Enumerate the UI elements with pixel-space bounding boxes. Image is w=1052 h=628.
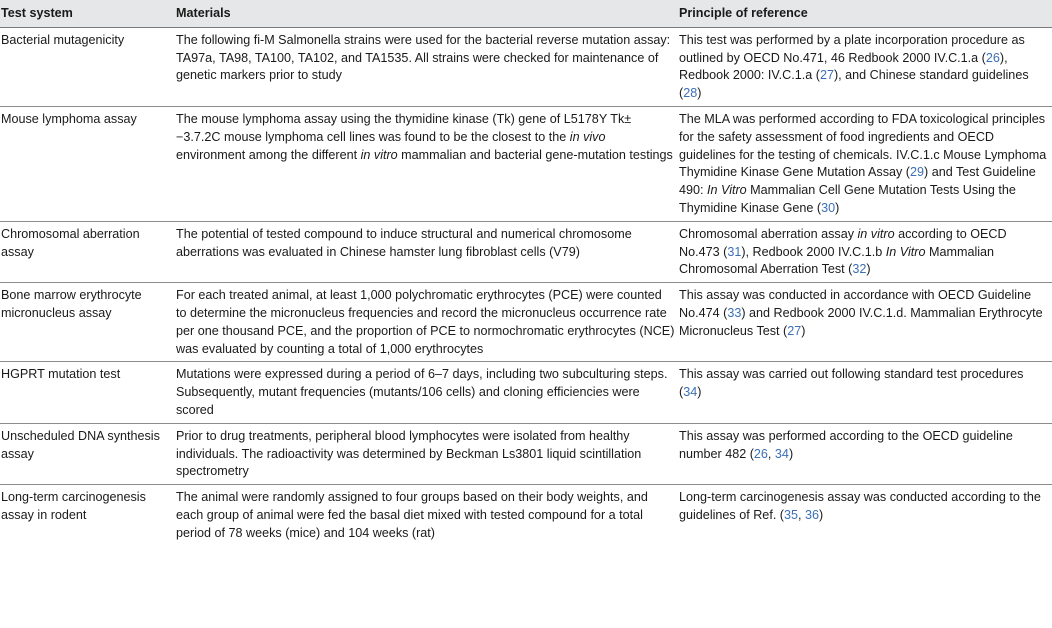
table-row xyxy=(0,283,1052,362)
header-row xyxy=(0,0,1052,27)
text-segment: The potential of tested compound to induce structural and numerical chromosome aberrations was evaluated in Chinese hamster lung fibroblast cells (V79) xyxy=(176,226,632,259)
italic-text: in vivo xyxy=(569,129,606,144)
text-segment: Prior to drug treatments, peripheral blood lymphocytes were isolated from healthy individuals. The radioactivity was determined by Beckman Ls3801 liquid scintillation spectrometry xyxy=(176,428,642,479)
reference-link[interactable]: 35 xyxy=(784,507,799,522)
reference-link[interactable]: 27 xyxy=(787,323,802,338)
cell-principle xyxy=(679,362,1052,423)
table-row xyxy=(0,221,1052,282)
cell-test-system: Mouse lymphoma assay xyxy=(0,106,176,221)
cell-materials xyxy=(176,423,679,484)
text-segment: ) xyxy=(788,446,794,461)
reference-link[interactable]: 34 xyxy=(774,446,789,461)
text-segment: This assay was conducted in accordance with OECD Guideline No.474 ( xyxy=(679,288,1032,320)
header-test-system: Test system xyxy=(0,0,176,27)
text-segment: environment among the different xyxy=(176,147,361,162)
reference-link[interactable]: 30 xyxy=(821,200,836,215)
table-row xyxy=(0,106,1052,221)
text-segment: For each treated animal, at least 1,000 polychromatic erythrocytes (PCE) were counted to determine the micronucleus frequencies and record the micronucleus occurrence rate per one thousand PCE, and the proportion of PCE to normochromatic erythrocytes (NCE) was evaluated by counting a total of 1,000 erythrocytes xyxy=(176,288,675,356)
text-segment: according to OECD No.473 ( xyxy=(679,226,1007,259)
cell-test-system: Long-term carcinogenesis assay in rodent xyxy=(1,490,146,522)
text-segment: ) xyxy=(801,323,806,338)
italic-text: In Vitro xyxy=(707,183,747,198)
cell-materials xyxy=(176,106,679,221)
text-segment: This assay was carried out following standard test procedures ( xyxy=(679,367,1024,400)
table-row xyxy=(0,362,1052,423)
reference-link[interactable]: 33 xyxy=(727,305,742,320)
text-segment: ), Redbook 2000 IV.C.1.b xyxy=(741,244,886,259)
reference-link[interactable]: 36 xyxy=(805,507,820,522)
cell-test-system: Bacterial mutagenicity xyxy=(0,27,176,106)
header-materials: Materials xyxy=(176,0,679,27)
text-segment: The following fi-M Salmonella strains were used for the bacterial reverse mutation assay: TA97a, TA98, TA100, TA102, and TA1535. All strains were checked for maintenance of genetic markers prior to study xyxy=(176,32,671,83)
text-segment: ) xyxy=(835,200,840,215)
italic-text: in vitro xyxy=(857,226,895,241)
reference-link[interactable]: 27 xyxy=(819,68,834,83)
reference-link[interactable]: 26 xyxy=(985,50,1000,65)
cell-materials xyxy=(176,221,679,282)
header-principle-of-reference: Principle of reference xyxy=(679,0,1052,27)
cell-principle xyxy=(679,283,1052,362)
text-segment: This test was performed by a plate incorporation procedure as outlined by OECD No.471, 46 Redbook 2000 IV.C.1.a ( xyxy=(679,32,1025,65)
cell-principle xyxy=(679,423,1052,484)
table-header xyxy=(0,0,1052,27)
text-segment: ) xyxy=(819,507,824,522)
text-segment: ) and Redbook 2000 IV.C.1.d. Mammalian Erythrocyte Micronucleus Test ( xyxy=(679,305,1043,338)
text-segment: This assay was performed according to the OECD guideline number 482 ( xyxy=(679,428,1013,461)
text-segment: Mammalian Chromosomal Aberration Test ( xyxy=(679,244,995,277)
cell-materials xyxy=(176,27,679,106)
reference-link[interactable]: 29 xyxy=(910,165,925,180)
text-segment: , xyxy=(767,446,775,461)
reference-link[interactable]: 26 xyxy=(753,446,768,461)
reference-link[interactable]: 31 xyxy=(727,244,742,259)
reference-link[interactable]: 32 xyxy=(852,262,867,277)
cell-test-system: Bone marrow erythrocyte micronucleus assay xyxy=(0,283,176,362)
table-body xyxy=(0,27,1052,545)
reference-link[interactable]: 28 xyxy=(683,86,698,101)
reference-link[interactable]: 34 xyxy=(683,385,698,400)
table-row xyxy=(0,27,1052,106)
text-segment: mammalian and bacterial gene-mutation testings xyxy=(397,147,673,162)
cell-test-system: Unscheduled DNA synthesis assay xyxy=(0,423,176,484)
text-segment: The animal were randomly assigned to four groups based on their body weights, and each group of animal were fed the basal diet mixed with tested compound for a total period of 78 weeks (mice) and 104 weeks (rat) xyxy=(176,490,648,540)
text-segment: ) xyxy=(866,262,871,277)
cell-principle xyxy=(679,221,1052,282)
table-row xyxy=(0,423,1052,484)
text-segment: Chromosomal aberration assay xyxy=(679,226,858,241)
text-segment: ) and Test Guideline 490: xyxy=(679,165,1036,198)
cell-materials xyxy=(176,485,679,546)
cell-test-system: Chromosomal aberration assay xyxy=(0,221,176,282)
table-row xyxy=(0,485,1052,546)
cell-materials xyxy=(176,283,679,362)
text-segment: Mammalian Cell Gene Mutation Tests Using the Thymidine Kinase Gene ( xyxy=(679,183,1016,215)
cell-test-system: HGPRT mutation test xyxy=(0,362,176,423)
text-segment: Mutations were expressed during a period of 6–7 days, including two subculturing steps. Subsequently, mutant frequencies (mutants/106 cells) and cloning efficiencies were scored xyxy=(176,367,668,417)
text-segment: ), Redbook 2000: IV.C.1.a ( xyxy=(679,50,1008,83)
text-segment: ) xyxy=(697,86,702,101)
text-segment: ), and Chinese standard guidelines ( xyxy=(679,68,1029,101)
italic-text: in vitro xyxy=(360,147,398,162)
text-segment: Long-term carcinogenesis assay was conducted according to the guidelines of Ref. ( xyxy=(679,490,1041,522)
cell-materials xyxy=(176,362,679,423)
text-segment: ) xyxy=(697,385,702,400)
cell-principle xyxy=(679,106,1052,221)
italic-text: In Vitro xyxy=(885,244,926,259)
cell-principle xyxy=(679,485,1052,546)
text-segment: The MLA was performed according to FDA toxicological principles for the safety assessment of food ingredients and OECD guidelines for the testing of chemicals. IV.C.1.c Mouse Lymphoma Thymidine Kinase Gene Mutation Assay ( xyxy=(679,111,1047,180)
text-segment: , xyxy=(798,507,806,522)
cell-principle xyxy=(679,27,1052,106)
text-segment: The mouse lymphoma assay using the thymidine kinase (Tk) gene of L5178Y Tk± −3.7.2C mouse lymphoma cell lines was found to be the closest to the xyxy=(176,111,632,144)
